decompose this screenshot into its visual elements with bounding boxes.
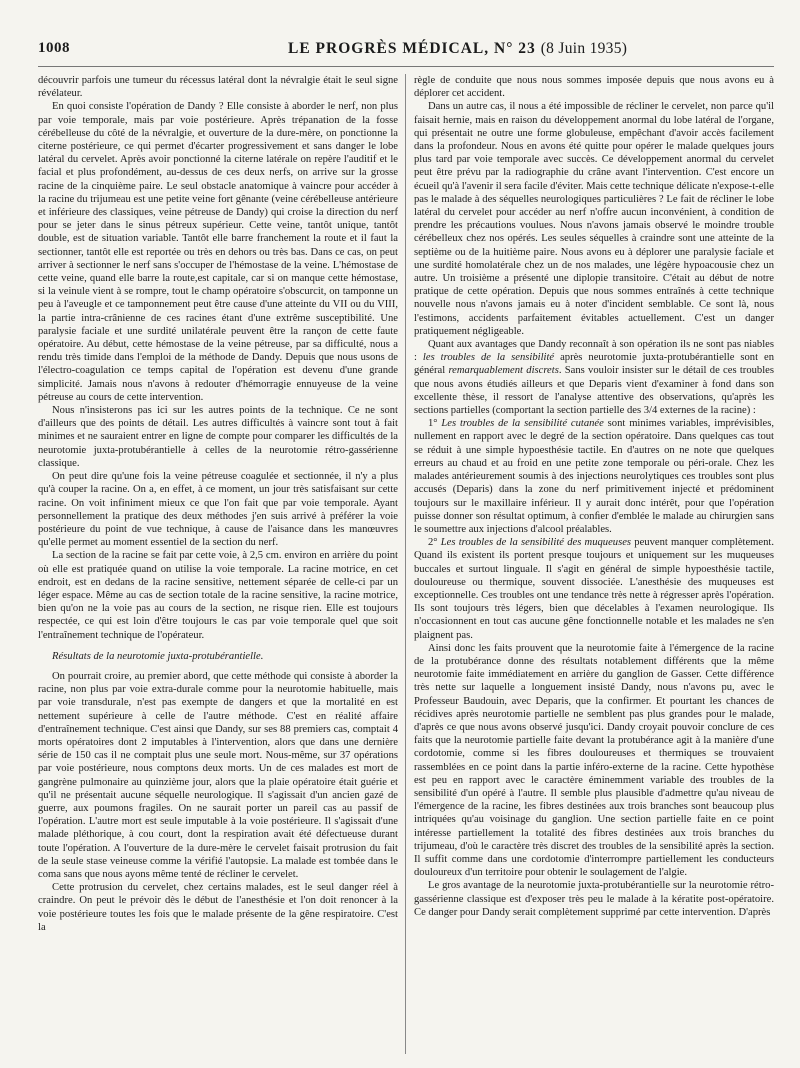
paragraph: Cette protrusion du cervelet, chez certains malades, est le seul danger réel à craindre. On peut le prévoir dès le début de l'anesthésie et l'on doit renoncer à la voie postérieure toutes les fois que le malade présente de la gêne respiratoire. C'est la xyxy=(38,882,398,933)
paragraph: Ainsi donc les faits prouvent que la neurotomie faite à l'émergence de la racine de la protubérance donne des résultats notablement différents que la même neurotomie faite immédiatement en arrière du ganglion de Gasser. Cette différence très nette sur laquelle a longuement insisté Dandy, nous n'avons pu, avec le Professeur Baudouin, avec Deparis, que la confirmer. Et pourtant les chances de récidives après neurotomie partielle ne semblent pas plus grandes pour le malade, d'après ce que nous avons observé jusqu'ici. Dandy croyait pouvoir conclure de ces faits que la neurotomie partielle faite devant la protubérance agit à la manière d'une cordotomie, comme si les fibres douloureuses et thermiques se trouvaient rassemblées en ce point dans la partie inféro-externe de la racine. Cette hypothèse est peu en rapport avec le caractère éminemment variable des troubles de la sensibilité d'un opéré à l'autre. Il semble plus plausible d'admettre qu'au niveau de l'émergence de la racine, les fibres destinées aux trois branches sont beaucoup plus intriquées qu'au voisinage du ganglion. Une section partielle faite en ce point intéresse partiellement la totalité des fibres destinées aux trois branches du trijumeau, d'où le caractère très discret des troubles de la sensibilité après la section. Il suffit comme dans une cordotomie d'interrompre partiellement les conducteurs douloureux d'un territoire pour obtenir le soulagement de l'algie. xyxy=(414,642,774,879)
right-column xyxy=(414,74,774,1059)
paragraph: découvrir parfois une tumeur du récessus latéral dont la névralgie était le seul signe révélateur. xyxy=(38,75,398,100)
paragraph: En quoi consiste l'opération de Dandy ? Elle consiste à aborder le nerf, non plus par voie temporale, mais par voie postérieure. Après trépanation de la fosse cérébelleuse du côté de la névralgie, et ouverture de la dure-mère, on ponctionne la citerne postérieure, ce qui permet d'écarter progressivement et sans danger le lobe latéral du cervelet. Après avoir ponctionné la citerne latérale on repère l'auditif et le facial et plus profondément, au-dessus de ces deux nerfs, on arrive sur la grosse racine de la cinquième paire. Le seul obstacle anatomique à vaincre pour accéder à la racine du trijumeau est une petite veine fort gênante (veine cérébelleuse antérieure et inférieure des classiques, veine pétreuse de Dandy) qui croise la direction du nerf pour se jeter dans le sinus pétreux supérieur. Cette veine, tantôt unique, tantôt double, est de situation variable. Tantôt elle barre franchement la route et il faut la sectionner, tantôt elle est reportée ou très en dehors ou très bas. Dans ce cas, on peut arriver à sectionner le nerf sans s'occuper de l'hémostase de la veine. L'hémostase de cette veine, quand elle barre la route,est capitale, car si on manque cette hémostase, si la veinule vient à se rompre, tout le champ opératoire s'obscurcit, on tamponne un peu à l'aveugle et ce tamponnement peut être cause d'une atteinte du VII ou du VIII, la partie intra-crânienne de ces racines étant d'une extrême susceptibilité. Une paralysie faciale et une surdité unilatérale peuvent être la rançon de cette faute opératoire. Au début, cette hémostase de la veine pétreuse, par sa difficulté, nous a rendu très timide dans l'emploi de la méthode de Dandy. Depuis que nous usons de l'électro-coagulation ce temps capital de l'opération est devenu d'une grande simplicité. Jamais nous n'avons à redouter d'hémorragie ennuyeuse de la veine pétreuse au cours de cette intervention. xyxy=(38,101,398,403)
italic-text: Les troubles de la sensibilité cutanée xyxy=(441,418,604,430)
page-header xyxy=(38,36,774,67)
column-divider xyxy=(405,74,406,1054)
issue-date: (8 Juin 1935) xyxy=(540,40,628,57)
paragraph xyxy=(414,338,774,417)
issue-number: N° 23 xyxy=(494,40,536,57)
page-number: 1008 xyxy=(38,40,70,56)
text-columns xyxy=(38,74,774,1059)
italic-text: les troubles de la sensibilité xyxy=(422,352,555,364)
journal-title xyxy=(288,40,627,58)
text-run: après neurotomie juxta-protubérantielle sont en général xyxy=(414,352,774,377)
list-number: 1° xyxy=(428,418,442,430)
section-subheading: Résultats de la neurotomie juxta-protubérantielle. xyxy=(52,650,264,662)
paragraph: Dans un autre cas, il nous a été impossible de récliner le cervelet, non parce qu'il faisait hernie, mais en raison du développement anormal du lobe latéral de l'organe, qui présentait ne outre une forme globuleuse, empêchant d'avoir accès facilement dans la profondeur. Nous en avons été quitte pour opérer le malade quelques jours plus tard par voie temporale avec succès. Ce développement anormal du cervelet peut être prévu par la radiographie du crâne avant l'intervention. C'est encore un écueil qu'à l'avenir il sera facile d'éviter. Mais cette technique délicate n'expose-t-elle pas le malade à des séquelles neurologiques particulières ? Le fait de récliner le lobe latéral du cervelet pour accéder au nerf n'offre aucun inconvénient, à condition de prendre les précautions voulues. Nous n'avons jamais observé le moindre trouble cérébelleux chez nos opérés. Les seules séquelles à craindre sont une atteinte de la septième ou de la huitième paire. Nous avons eu à déplorer une paralysie faciale et une surdité homolatérale chez un de nos malades, une légère hypoacousie chez un autre. Un troisième a présenté une diplopie transitoire. C'était au début de notre pratique de cette opération. Depuis que nous sommes entraînés à cette technique nouvelle nous n'avons jamais eu à noter d'incident semblable. Ce sont là, nous l'estimons, accidents parfaitement évitables actuellement. C'est un danger pratiquement négligeable. xyxy=(414,101,774,337)
text-run: . Sans vouloir insister sur le détail de ces troubles que nous avons étudiés ailleurs et que Deparis vient d'examiner à fond dans son excellente thèse, il ressort de l'analyse attentive des observations, qu'après les sections partielles (comportant la section partielle des 3/4 externes de la racine) : xyxy=(414,365,774,417)
text-run: peuvent manquer complètement. Quand ils existent ils portent presque toujours et uniquement sur les muqueuses buccales et surtout linguale. Il s'agit en général de simple hypoesthésie tactile, douloureuse ou thermique, souvent dissociée. L'anesthésie des muqueuses est exceptionnelle. Ces troubles ont une tendance très nette à régresser après l'opération. Ils sont toujours très légers, bien que décelables à l'examen neurologique. Ils n'occasionnent en tout cas aucune gêne fonctionnelle notable et les malades ne s'en plaignent pas. xyxy=(414,537,774,641)
list-number: 2° xyxy=(428,537,441,549)
left-column xyxy=(38,74,398,1059)
paragraph xyxy=(414,417,774,536)
journal-name: LE PROGRÈS MÉDICAL, xyxy=(288,40,490,57)
paragraph: On peut dire qu'une fois la veine pétreuse coagulée et sectionnée, il n'y a plus qu'à couper la racine. On a, en effet, à ce moment, un jour très satisfaisant sur cette racine. On voit infiniment mieux ce que l'on fait que par voie temporale. Ayant personnellement la pratique des deux méthodes j'en suis arrivé à préférer la voie postérieure du point de vue technique, à cause de l'aisance dans les manœuvres qu'elle permet au moment essentiel de la section du nerf. xyxy=(38,471,398,549)
italic-text: remarquablement discrets xyxy=(448,365,559,377)
paragraph: Nous n'insisterons pas ici sur les autres points de la technique. Ce ne sont d'ailleurs que des points de détail. Les autres difficultés à vaincre sont tout à fait minimes et ne sauraient entrer en ligne de compte pour comparer les difficultés de la neurotomie juxta-protubérantielle à celles de la neurotomie rétro-gassérienne classique. xyxy=(38,405,398,469)
text-run: sont minimes variables, imprévisibles, nullement en rapport avec le degré de la section opératoire. Dans quelques cas tout se réduit à une simple hypoesthésie tactile. En d'autres on ne note que quelques erreurs au chaud et au froid en une petite zone temporale ou péri-orale. Chez les malades antérieurement soumis à des injections neurolytiques ces troubles sont plus accusés (Deparis) dans la zone du nerf primitivement injecté et prédominent toujours sur le maxillaire inférieur. Il y aurait donc intérêt, pour que l'opération puisse donner son résultat optimum, à conﬁer d'emblée le malade au chirurgien sans le soumettre aux injections d'alcool préalables. xyxy=(414,418,774,535)
paragraph: La section de la racine se fait par cette voie, à 2,5 cm. environ en arrière du point où elle est pratiquée quand on utilise la voie temporale. La racine motrice, en cet endroit, est en dedans de la racine sensitive, nettement séparée de celle-ci par un léger espace. Même au cas de section totale de la racine sensitive, la racine motrice, bien qu'on ne la voie pas au cours de la section, ne risque rien. Elle est toujours respectée, ce qui est loin d'être toujours le cas par voie temporale quel que soit l'entraînement technique de l'opérateur. xyxy=(38,550,398,641)
paragraph: Le gros avantage de la neurotomie juxta-protubérantielle sur la neurotomie rétro-gassérienne classique est d'exposer très peu le malade à la kératite post-opératoire. Ce danger pour Dandy serait complètement supprimé par cette intervention. D'après xyxy=(414,880,774,918)
paragraph: On pourrait croire, au premier abord, que cette méthode qui consiste à aborder la racine, non plus par voie extra-durale comme pour la neurotomie habituelle, mais par voie transdurale, n'est pas exempte de dangers et que la mortalité en est nettement supérieure à celle de l'autre méthode. C'est en réalité affaire d'entraînement technique. C'est ainsi que Dandy, sur ses 88 premiers cas, comptait 4 morts opératoires dont 2 imputables à l'intervention, alors que dans une dernière série de 150 cas il ne comptait plus une seule mort. Nous-même, sur 37 opérations par voie postérieure, nous comptons deux morts. Un de ces malades est mort de gangrène pulmonaire au quinzième jour, alors que la plaie opératoire était guérie et qu'il ne présentait aucune séquelle neurologique. Il s'agissait d'un ancien gazé de guerre, aux poumons fragiles. On ne saurait porter un pareil cas au passif de l'opération. L'autre mort est seule imputable à la voie postérieure. Il s'agissait d'une malade pléthorique, à cou court, dont la respiration avait été défectueuse durant toute l'opération. A l'ouverture de la dure-mère le cervelet faisait protrusion du fait de la seule stase veineuse comme la vérifié l'autopsie. La malade est tombée dans le coma sans que nous ayons même tenté de récliner le cervelet. xyxy=(38,670,398,880)
italic-text: Les troubles de la sensibilité des muqueuses xyxy=(440,537,632,549)
text-run: Quant aux avantages que Dandy reconnaît à son opération ils ne sont pas niables : xyxy=(414,339,774,364)
paragraph: règle de conduite que nous nous sommes imposée depuis que nous avons eu à déplorer cet accident. xyxy=(414,75,774,100)
paragraph xyxy=(414,536,774,642)
